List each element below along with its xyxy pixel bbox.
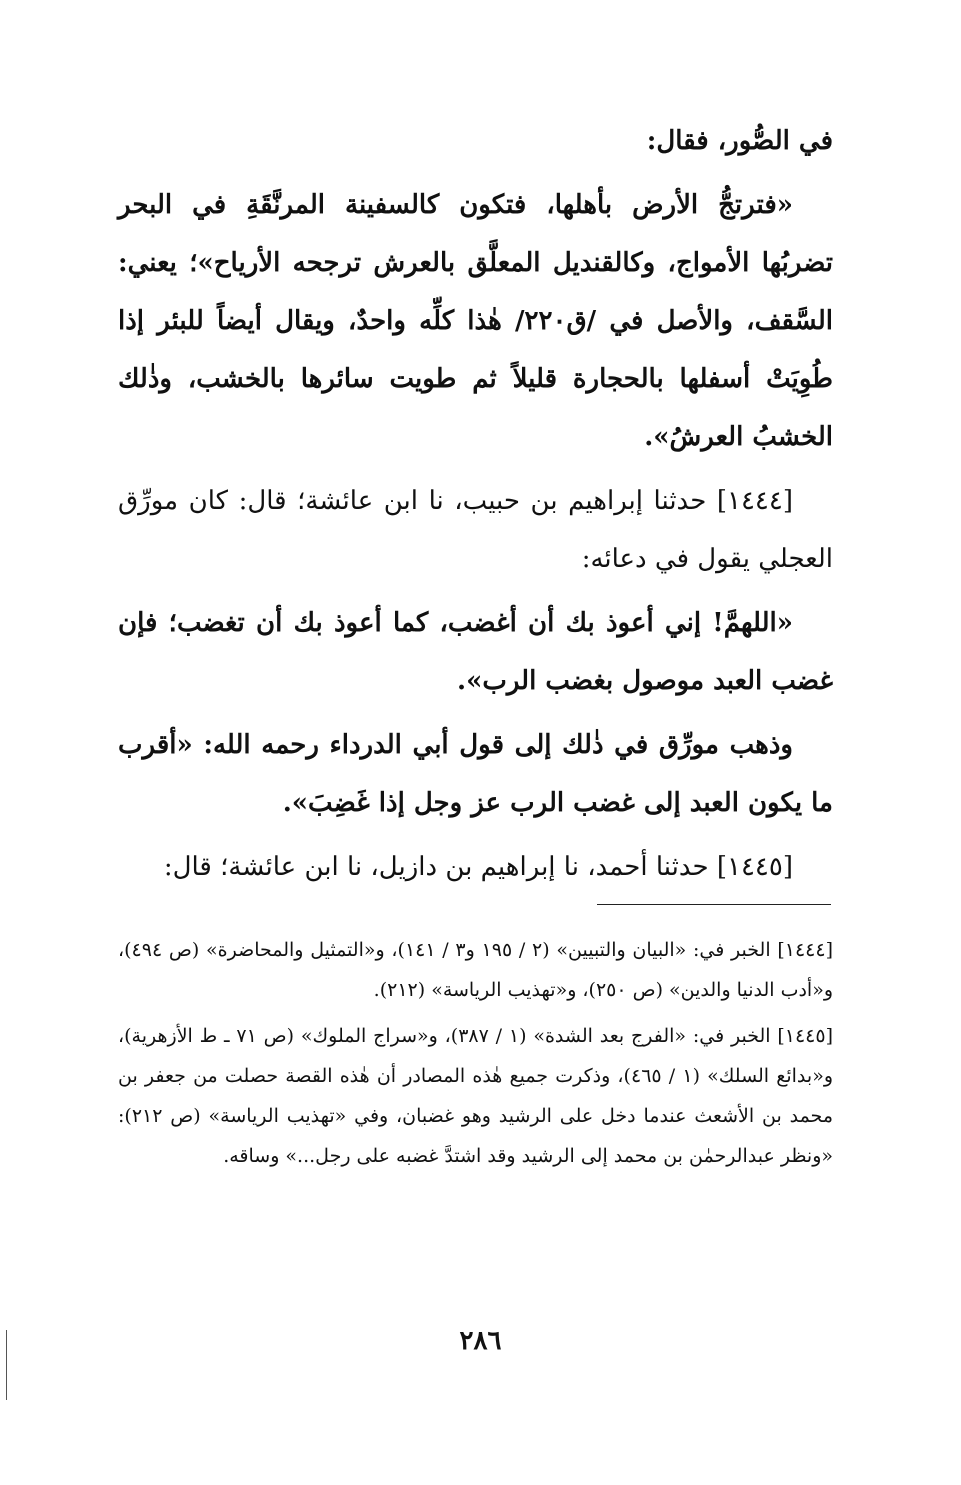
footnote-separator bbox=[597, 904, 831, 905]
footnote-1444: [١٤٤٤] الخبر في: «البيان والتبيين» (٢ / ١٩٥ و٣ / ١٤١)، و«التمثيل والمحاضرة» (ص ٤٩٤)، و«أدب الدنيا والدين» (ص ٢٥٠)، و«تهذيب الرياسة» (٢١٢). bbox=[118, 939, 833, 1001]
paragraph-intro: في الصُّور، فقال: bbox=[646, 126, 833, 156]
paragraph-hadith-1445: [١٤٤٥] حدثنا أحمد، نا إبراهيم بن دازيل، نا ابن عائشة؛ قال: bbox=[163, 852, 793, 882]
footnote-1445: [١٤٤٥] الخبر في: «الفرج بعد الشدة» (١ / ٣٨٧)، و«سراج الملوك» (ص ٧١ ـ ط الأزهرية)، و«بدائع السلك» (١ / ٤٦٥)، وذكرت جميع هٰذه المصادر أن هٰذه القصة حصلت من جعفر بن محمد بن الأشعث عندما دخل على الرشيد وهو غضبان، وفي «تهذيب الرياسة» (ص ٢١٢): «ونظر عبدالرحمٰن بن محمد إلى الرشيد وقد اشتدَّ غضبه على رجل...» وساقه. bbox=[118, 1025, 834, 1167]
paragraph-abu-darda: وذهب مورِّق في ذٰلك إلى قول أبي الدرداء رحمه الله: «أقرب ما يكون العبد إلى غضب الرب عز وجل إذا غَضِبَ». bbox=[118, 730, 833, 818]
main-text bbox=[118, 112, 833, 902]
page-number: ٢٨٦ bbox=[459, 1326, 502, 1356]
paragraph-quote-earth: «فترتجُّ الأرض بأهلها، فتكون كالسفينة المرنَّقَةِ في البحر تضربُها الأمواج، وكالقنديل المعلَّق بالعرش ترجحه الأرياح»؛ يعني: السَّقف، والأصل في /ق٢٢٠/ هٰذا كلِّه واحدٌ، ويقال أيضاً للبئر إذا طُوِيَتْ أسفلها بالحجارة قليلاً ثم طويت سائرها بالخشب، وذٰلك الخشبُ العرشُ». bbox=[118, 190, 833, 452]
paragraph-hadith-1444: [١٤٤٤] حدثنا إبراهيم بن حبيب، نا ابن عائشة؛ قال: كان مورِّق العجلي يقول في دعائه: bbox=[118, 486, 833, 574]
footnotes bbox=[118, 930, 833, 1182]
paragraph-quote-prayer: «اللهمَّ! إني أعوذ بك أن أغضب، كما أعوذ بك أن تغضب؛ فإن غضب العبد موصول بغضب الرب». bbox=[118, 608, 833, 696]
